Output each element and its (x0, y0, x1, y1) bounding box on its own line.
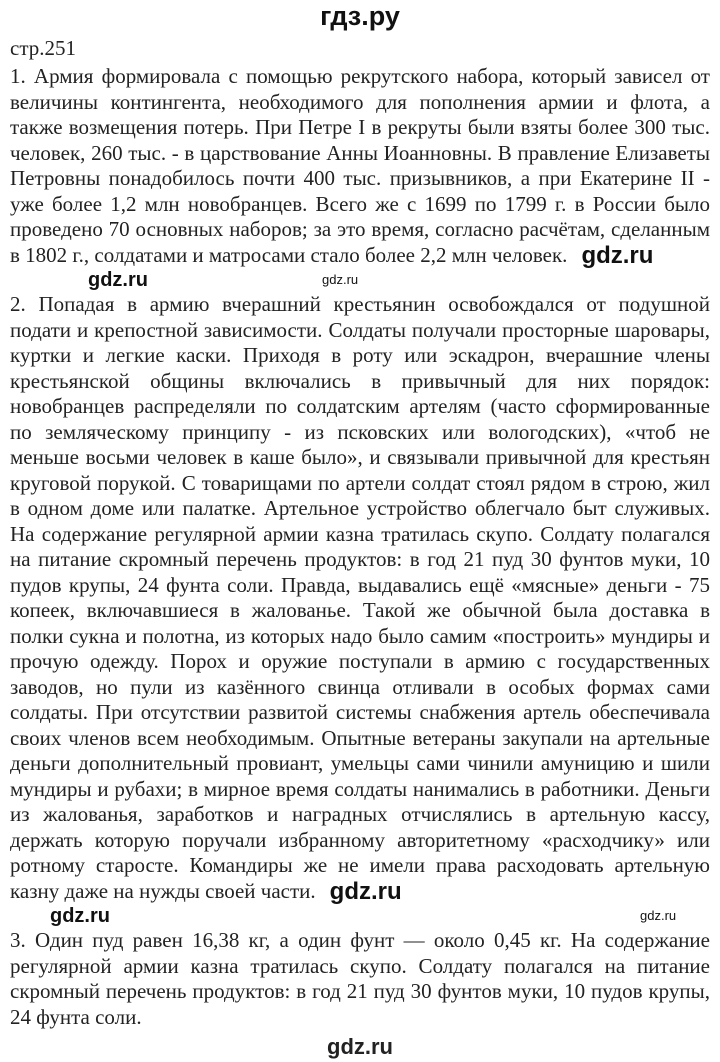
watermark: gdz.ru (322, 272, 359, 287)
text-line-content: солдаты. При отсутствии развитой системы снабжения артель обеспечивала (10, 700, 710, 724)
text-line (10, 115, 710, 141)
page-number: стр.251 (10, 36, 77, 60)
text-line (10, 802, 710, 828)
text-line-content: величины контингента, необходимого для пополнения армии и флота, а (10, 89, 710, 114)
text-line (10, 777, 710, 803)
answer-3 (10, 928, 710, 1030)
text-line (10, 166, 710, 192)
text-line-content: из жалованья, заработков и наградных отчислялись в артельную кассу, (10, 802, 710, 826)
footer-logo[interactable]: gdz.ru (327, 1034, 393, 1059)
text-line-content: 24 фунта соли. (10, 1004, 142, 1029)
text-line (10, 64, 710, 90)
answer-2 (10, 292, 710, 904)
text-line (10, 751, 710, 777)
text-line-content: 1. Армия формировала с помощью рекрутского набора, который зависел от (10, 64, 710, 88)
text-line-content: проведено 70 основных наборов; за это время, согласно расчётам, сделанным (10, 217, 710, 241)
text-line-content: 3. Один пуд равен 16,38 кг, а один фунт — около 0,45 кг. На содержание (10, 928, 710, 952)
text-line (10, 598, 710, 624)
text-line (10, 954, 710, 980)
watermark: gdz.ru (50, 905, 110, 927)
text-line-content: человек, 260 тыс. - в царствование Анны Иоанновны. В правление Елизаветы (10, 140, 710, 165)
watermark: gdz.ru (329, 878, 402, 904)
text-line-content: регулярной армии казна тратилась скупо. Солдату полагался на питание (10, 953, 710, 978)
text-line-content: в одном доме или палатке. Артельное устройство облегчало быт служивых. (10, 496, 710, 520)
watermark-row (10, 904, 710, 928)
text-line-content: Петровны понадобилось почти 400 тыс. призывников, а при Екатерине II - (10, 166, 710, 190)
text-line (10, 90, 710, 116)
text-line (10, 292, 710, 318)
text-line-content: новобранцев распределяли по солдатским артелям (часто сформированные (10, 394, 710, 418)
text-line (10, 547, 710, 573)
text-line-content: деньги дополнительный провиант, умельцы сами чинили амуницию и шили (10, 751, 710, 775)
text-line (10, 928, 710, 954)
text-line-content: полки сукна и полотна, из которых надо было самим «построить» мундиры и (10, 623, 710, 648)
text-line-content: уже более 1,2 млн новобранцев. Всего же с 1699 по 1799 г. в России было (10, 191, 710, 216)
text-line (10, 445, 710, 471)
site-logo[interactable]: гдз.ру (320, 1, 400, 31)
text-line-content: куртки и легкие каски. Приходя в роту или эскадрон, вчерашние члены (10, 343, 710, 367)
text-line (10, 318, 710, 344)
text-line (10, 343, 710, 369)
text-line-content: на питание скромный перечень продуктов: в год 21 пуд 30 фунтов муки, 10 (10, 547, 710, 571)
watermark-row (10, 268, 710, 292)
answer-1 (10, 64, 710, 268)
text-line (10, 243, 710, 269)
text-line-content: своих членов всем необходимым. Опытные ветераны закупали на артельные (10, 725, 710, 750)
text-line-content: скромный перечень продуктов: в год 21 пуд 30 фунтов муки, 10 пудов крупы, (10, 979, 710, 1003)
text-line (10, 522, 710, 548)
text-line-content: пудов крупы, 24 фунта соли. Правда, выдавались ещё «мясные» деньги - 75 (10, 572, 710, 597)
text-line (10, 649, 710, 675)
text-line (10, 573, 710, 599)
text-line (10, 1005, 710, 1031)
text-line (10, 828, 710, 854)
text-line (10, 879, 710, 905)
text-line-content: в 1802 г., солдатами и матросами стало более 2,2 млн человек. (10, 242, 568, 267)
text-line (10, 420, 710, 446)
text-line-content: подати и крепостной зависимости. Солдаты получали просторные шаровары, (10, 317, 710, 342)
text-line-content: держать которую поручали избранному авторитетному «расходчику» или (10, 827, 710, 852)
watermark: gdz.ru (88, 269, 148, 291)
text-line (10, 624, 710, 650)
text-line (10, 217, 710, 243)
text-line (10, 394, 710, 420)
text-line-content: по земляческому принципу - из псковских или вологодских), «чтоб не (10, 419, 710, 444)
text-line-content: На содержание регулярной армии казна тратилась скупо. Солдату полагался (10, 521, 710, 546)
text-line-content: крестьянской общины включались в привычный для них порядок: (10, 368, 710, 393)
watermark: gdz.ru (581, 242, 654, 268)
watermark: gdz.ru (640, 908, 677, 923)
text-line-content: круговой порукой. С товарищами по артели солдат стоял рядом в строю, жил (10, 470, 710, 495)
text-line (10, 369, 710, 395)
text-line (10, 700, 710, 726)
text-line-content: мундиры и рубахи; в мирное время солдаты нанимались в работники. Деньги (10, 776, 710, 801)
text-line (10, 979, 710, 1005)
text-line-content: 2. Попадая в армию вчерашний крестьянин освобождался от подушной (10, 292, 710, 316)
text-line (10, 496, 710, 522)
text-line (10, 192, 710, 218)
text-line (10, 853, 710, 879)
text-line-content: прочую одежду. Порох и оружие поступали в армию с государственных (10, 649, 710, 673)
text-line (10, 726, 710, 752)
text-line-content: ротному старосте. Командиры же не имели права расходовать артельную (10, 853, 710, 877)
text-line-content: казну даже на нужды своей части. (10, 878, 316, 903)
text-line-content: меньше восьми человек в каше было», и связывали привычной для крестьян (10, 445, 710, 469)
text-line-content: также возмещения потерь. При Петре I в рекруты были взяты более 300 тыс. (10, 115, 710, 139)
text-line (10, 141, 710, 167)
answers (10, 64, 710, 1030)
text-line-content: копеек, включавшиеся в жалованье. Такой же обычной была доставка в (10, 598, 710, 622)
text-line-content: заводов, но пули из казённого свинца отливали в особых формах сами (10, 674, 710, 699)
text-line (10, 675, 710, 701)
text-line (10, 471, 710, 497)
